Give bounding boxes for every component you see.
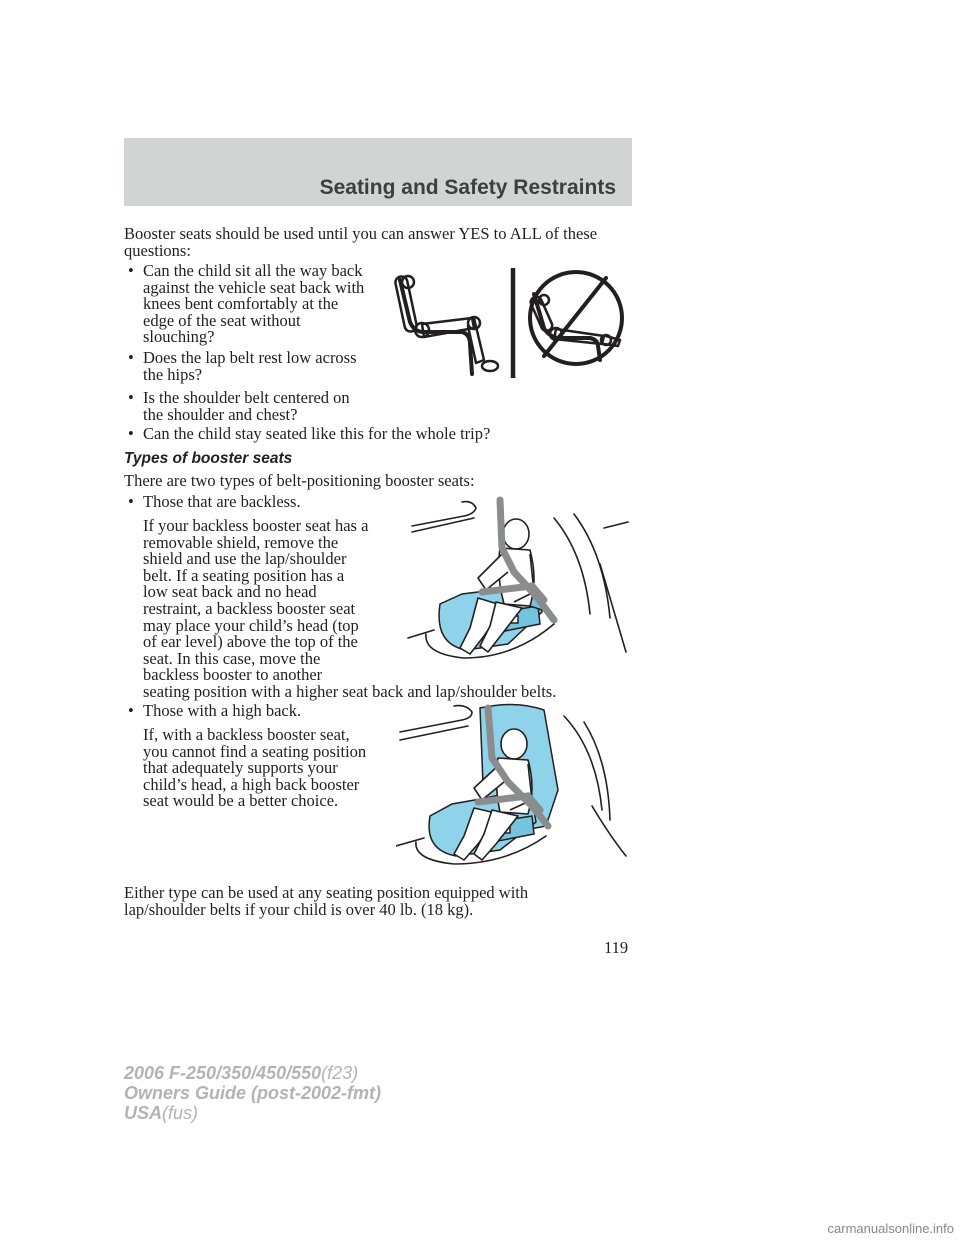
- footer-market: USA: [124, 1103, 163, 1123]
- type-description-backless: If your backless booster seat has a removable shield, remove the shield and use the lap/shoulder belt. If a seating position has a low seat back and no head restraint, a backless booster seat may place your child’s head (top of ear level) above the top of the seat. In this case, move the backless booster to another seating position with a higher seat back and lap/shoulder belts.: [143, 516, 557, 701]
- document-footer: [124, 1063, 381, 1123]
- footer-market-code: (fus): [162, 1103, 199, 1123]
- high-back-booster-illustration: [396, 700, 632, 866]
- closing-text: Either type can be used at any seating position equipped with lap/shoulder belts if your child is over 40 lb. (18 kg).: [124, 883, 529, 919]
- footer-model: 2006 F-250/350/450/550: [124, 1063, 322, 1083]
- page-number: 119: [604, 938, 629, 957]
- bullet-icon: •: [128, 492, 134, 511]
- question-3: Is the shoulder belt centered on the shoulder and chest?: [143, 388, 350, 424]
- question-4: Can the child stay seated like this for the whole trip?: [143, 424, 491, 443]
- seating-posture-illustration: [394, 262, 634, 382]
- question-1: Can the child sit all the way back against the vehicle seat back with knees bent comfortably at the edge of the seat without slouching?: [143, 261, 365, 347]
- backless-booster-illustration: [404, 494, 632, 664]
- types-intro: There are two types of belt-positioning booster seats:: [124, 471, 475, 490]
- footer-guide: Owners Guide (post-2002-fmt): [124, 1083, 382, 1103]
- section-title: Seating and Safety Restraints: [319, 176, 616, 199]
- bullet-icon: •: [128, 701, 134, 720]
- type-label-backless: Those that are backless.: [143, 492, 301, 511]
- header-band: [124, 138, 632, 206]
- type-description-high-back: If, with a backless booster seat, you cannot find a seating position that adequately supports your child’s head, a high back booster seat would be a better choice.: [143, 725, 367, 811]
- bullet-icon: •: [128, 388, 134, 407]
- intro-text: Booster seats should be used until you can answer YES to ALL of these questions:: [124, 224, 598, 260]
- type-label-high-back: Those with a high back.: [143, 701, 302, 720]
- subheading: Types of booster seats: [124, 450, 293, 467]
- footer-model-code: (f23): [321, 1063, 359, 1083]
- question-2: Does the lap belt rest low across the hips?: [143, 348, 357, 384]
- bullet-icon: •: [128, 348, 134, 367]
- watermark: carmanualsonline.info: [827, 1221, 954, 1236]
- bullet-icon: •: [128, 261, 134, 280]
- bullet-icon: •: [128, 424, 134, 443]
